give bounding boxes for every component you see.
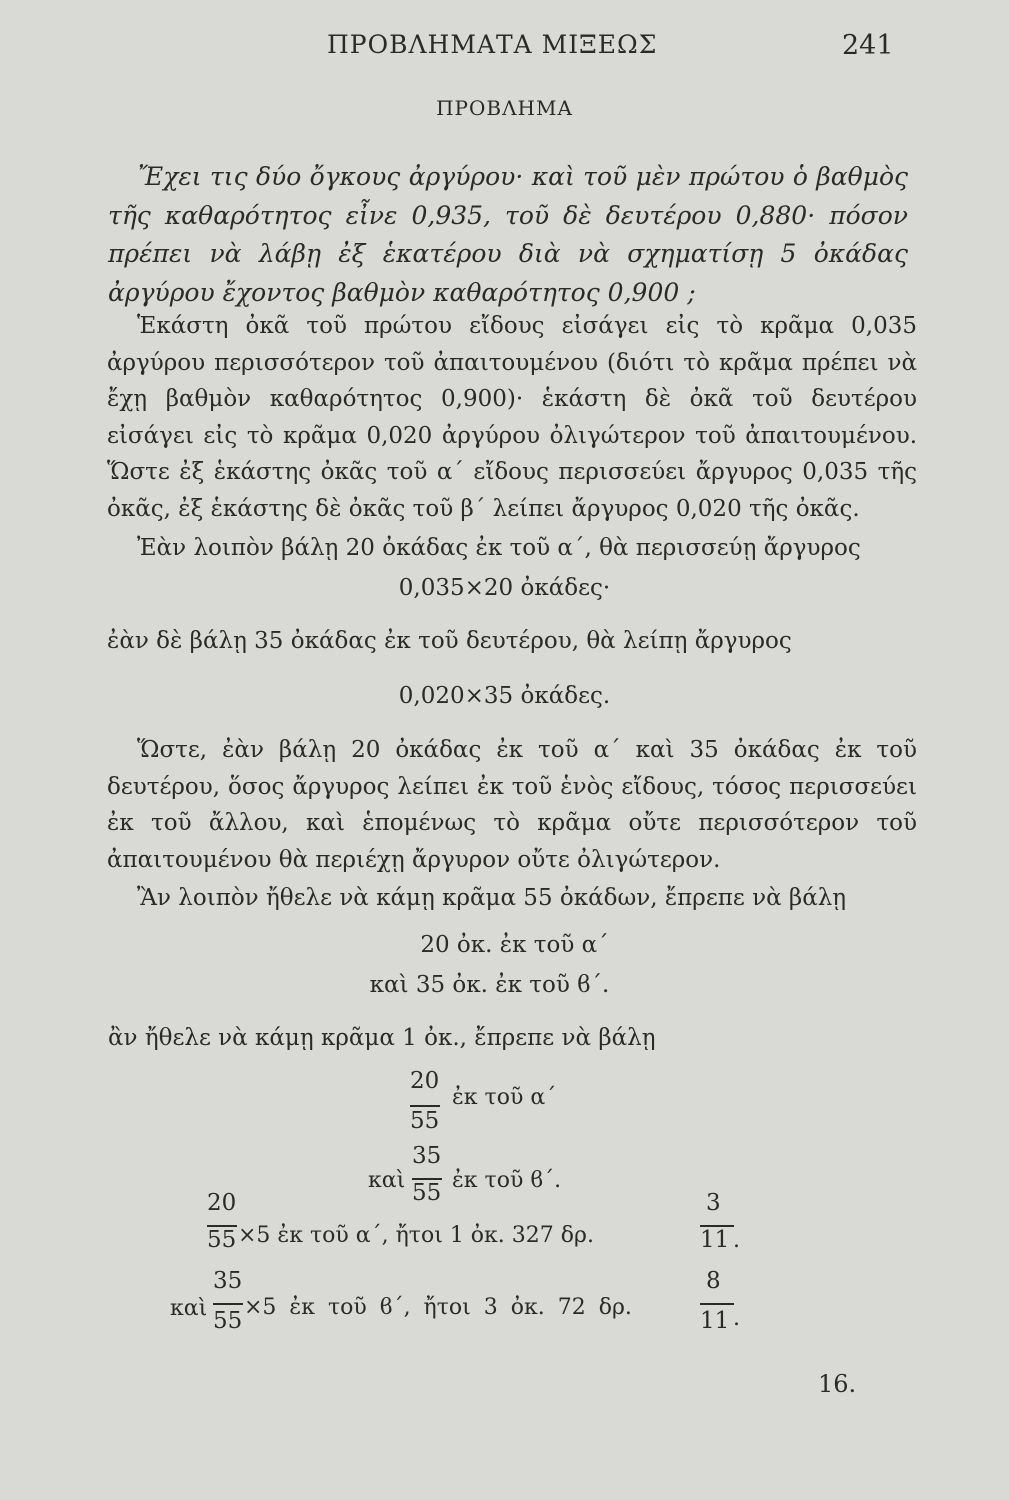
line-b: καὶ 35 ὀκ. ἐκ τοῦ ϐ΄.	[369, 972, 610, 998]
label-ek-tou-a: ἐκ τοῦ α΄	[452, 1085, 557, 1110]
denominator: 11	[700, 1308, 730, 1334]
paragraph-2: Ἐὰν λοιπὸν βάλῃ 20 ὀκάδας ἐκ τοῦ α΄, θὰ περισσεύῃ ἄργυρος	[137, 535, 861, 561]
paragraph-1: Ἑκάστη ὀκᾶ τοῦ πρώτου εἴδους εἰσάγει εἰς τὸ κρᾶμα 0,035 ἀργύρου περισσότερον τοῦ ἀπαιτουμένου (διότι τὸ κρᾶμα πρέπει νὰ ἔχῃ βαθμὸν καθαρότητος 0,900)· ἑκάστη δὲ ὀκᾶ τοῦ δευτέρου εἰσάγει εἰς τὸ κρᾶμα 0,020 ἀργύρου ὀλιγώτερον τοῦ ἀπαιτουμένου. Ὥστε ἐξ ἑκάστης ὀκᾶς τοῦ α΄ εἴδους περισσεύει ἄργυρος 0,035 τῆς ὀκᾶς, ἐξ ἑκάστης δὲ ὀκᾶς τοῦ β΄ λείπει ἄργυρος 0,020 τῆς ὀκᾶς.	[107, 313, 917, 522]
numerator: 35	[213, 1268, 243, 1294]
result-2-period: .	[733, 1306, 740, 1331]
paragraph-6: ἂν ἤθελε νὰ κάμῃ κρᾶμα 1 ὀκ., ἔπρεπε νὰ βάλῃ	[108, 1025, 656, 1051]
line-a: 20 ὀκ. ἐκ τοῦ α΄	[420, 932, 609, 958]
running-head: ΠΡΟΒΛΗΜΑΤΑ ΜΙΞΕΩΣ	[327, 30, 658, 59]
formula-2: 0,020×35 ὀκάδες.	[398, 683, 611, 709]
label-ek-tou-b: ἐκ τοῦ ϐ΄.	[452, 1168, 562, 1193]
label-kai: καὶ	[368, 1168, 406, 1193]
signature-mark: 16.	[818, 1370, 857, 1398]
result-1-text: ×5 ἐκ τοῦ α΄, ἤτοι 1 ὀκ. 327 δρ.	[238, 1223, 594, 1248]
fraction-bar	[410, 1105, 440, 1107]
paragraph-5: Ἂν λοιπὸν ἤθελε νὰ κάμῃ κρᾶμα 55 ὀκάδων, ἔπρεπε νὰ βάλῃ	[137, 885, 847, 911]
paragraph-4: Ὥστε, ἐὰν βάλῃ 20 ὀκάδας ἐκ τοῦ α΄ καὶ 35 ὀκάδας ἐκ τοῦ δευτέρου, ὅσος ἄργυρος λείπει ἐκ τοῦ ἑνὸς εἴδους, τόσος περισσεύει ἐκ τοῦ ἄλλου, καὶ ἑπομένως τὸ κρᾶμα οὔτε περισσότερον τοῦ ἀπαιτουμένου θὰ περιέχῃ ἄργυρον οὔτε ὀλιγώτερον.	[107, 737, 917, 873]
result-1-period: .	[733, 1228, 740, 1253]
page-number: 241	[842, 30, 894, 61]
numerator: 20	[207, 1190, 237, 1216]
problem-statement: Ἔχει τις δύο ὄγκους ἀργύρου· καὶ τοῦ μὲν πρώτου ὁ βαθμὸς τῆς καθαρότητος εἶνε 0,935, τοῦ δὲ δευτέρου 0,880· πόσον πρέπει νὰ λάβῃ ἐξ ἑκατέρου διὰ νὰ σχηματίσῃ 5 ὀκάδας ἀργύρου ἔχοντος βαθμὸν καθαρότητος 0,900 ;	[108, 162, 908, 307]
denominator: 55	[412, 1180, 442, 1206]
fraction-bar	[700, 1303, 734, 1305]
numerator: 20	[410, 1068, 440, 1094]
denominator: 55	[410, 1108, 440, 1134]
paragraph-3: ἐὰν δὲ βάλῃ 35 ὀκάδας ἐκ τοῦ δευτέρου, θὰ λείπῃ ἄργυρος	[107, 628, 792, 654]
denominator: 55	[213, 1308, 243, 1334]
numerator: 8	[706, 1268, 721, 1294]
fraction-bar	[213, 1303, 243, 1305]
numerator: 35	[412, 1143, 442, 1169]
result-2-text: ×5 ἐκ τοῦ ϐ΄, ἤτοι 3 ὀκ. 72 δρ.	[244, 1295, 632, 1320]
denominator: 55	[207, 1227, 237, 1253]
denominator: 11	[700, 1227, 730, 1253]
label-kai-2: καὶ	[170, 1296, 208, 1321]
formula-1: 0,035×20 ὀκάδες·	[398, 575, 611, 601]
section-heading: ΠΡΟΒΛΗΜΑ	[436, 96, 573, 120]
numerator: 3	[706, 1190, 721, 1216]
